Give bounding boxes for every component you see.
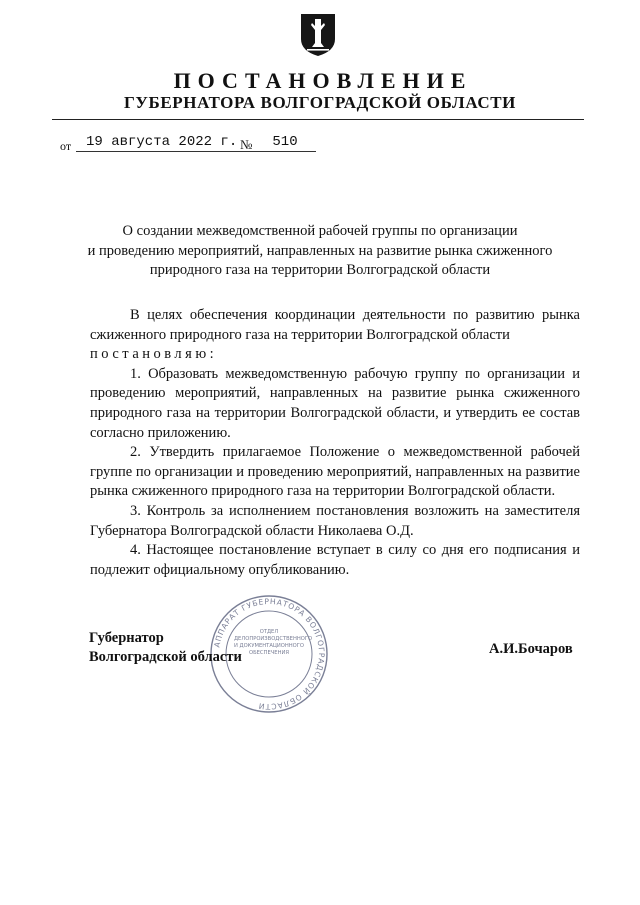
heading-line: природного газа на территории Волгоградской области xyxy=(149,262,491,278)
preamble: В целях обеспечения координации деятельности по развитию рынка сжиженного природного газа на территории Волгоградской области xyxy=(90,307,580,343)
clause-2: 2. Утвердить прилагаемое Положение о межведомственной рабочей группе по организации и проведению мероприятий, направленных на развитие рынка сжиженного природного газа на территории Волгоградской области. xyxy=(90,444,580,500)
decree-heading xyxy=(70,222,570,281)
document-title: ПОСТАНОВЛЕНИЕ xyxy=(173,68,473,93)
from-label: от xyxy=(60,139,72,153)
signer-position-line: Волгоградской области xyxy=(89,649,242,665)
decree-date-number xyxy=(60,133,330,153)
number-underline xyxy=(256,151,316,152)
resolve-word: постановляю: xyxy=(90,346,218,363)
heading-line: и проведению мероприятий, направленных на развитие рынка сжиженного xyxy=(87,242,553,259)
signer-position-line: Губернатор xyxy=(89,630,164,646)
clause-3: 3. Контроль за исполнением постановления возложить на заместителя Губернатора Волгоградской области Николаева О.Д. xyxy=(90,502,580,539)
decree-number: 510 xyxy=(272,134,298,150)
clause-1: 1. Образовать межведомственную рабочую группу по организации и проведению мероприятий, направленных на развитие рынка сжиженного природного газа на территории Волгоградской области, и утвердить ее состав согласно приложению. xyxy=(90,365,580,441)
regional-emblem-icon xyxy=(300,13,336,57)
heading-line: О создании межведомственной рабочей группы по организации xyxy=(122,223,518,239)
decree-date: 19 августа 2022 г. xyxy=(86,134,238,150)
decree-body xyxy=(90,306,580,580)
header-divider xyxy=(52,119,584,120)
stamp-inner-text: ОТДЕЛ ДЕЛОПРОИЗВОДСТВЕННОГО И ДОКУМЕНТАЦИОННОГО ОБЕСПЕЧЕНИЯ xyxy=(234,629,313,656)
clause-4: 4. Настоящее постановление вступает в силу со дня его подписания и подлежит официальному опубликованию. xyxy=(90,542,580,578)
stamp-outer-text: АППАРАТ ГУБЕРНАТОРА ВОЛГОГРАДСКОЙ ОБЛАСТИ xyxy=(212,596,327,712)
document-subtitle: ГУБЕРНАТОРА ВОЛГОГРАДСКОЙ ОБЛАСТИ xyxy=(124,93,516,112)
signer-name: А.И.Бочаров xyxy=(489,641,573,657)
signer-position xyxy=(89,629,242,667)
number-label: № xyxy=(240,137,253,152)
